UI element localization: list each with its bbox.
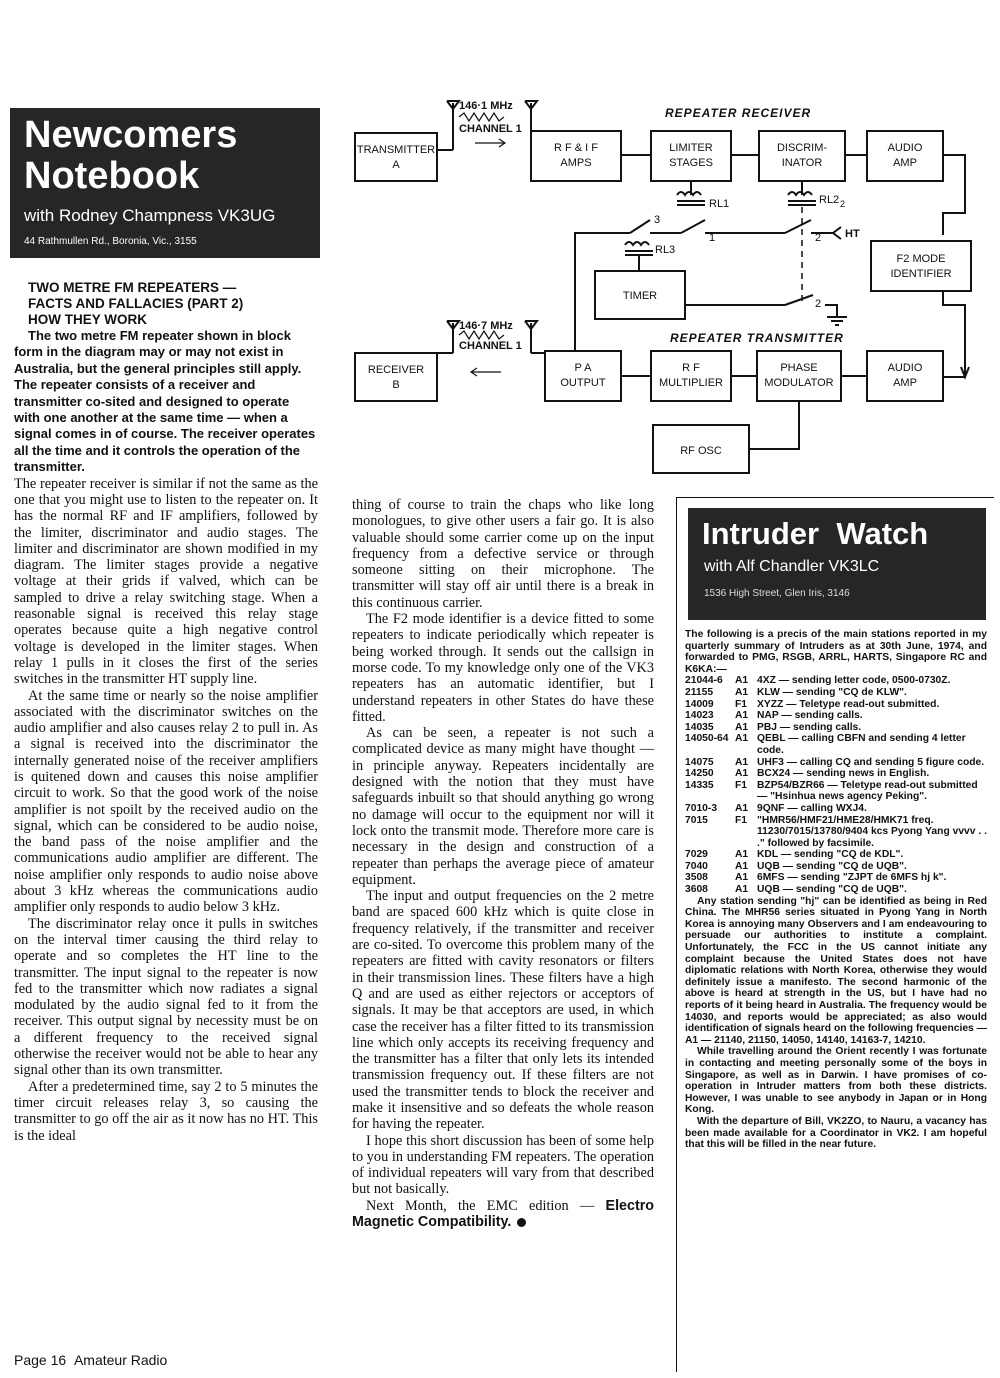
frequency-cell: 14009 bbox=[685, 698, 714, 710]
description-cell: KDL — sending "CQ de KDL". bbox=[757, 849, 904, 861]
text-audio-amp-2: AMP bbox=[893, 157, 917, 169]
heading-line1: TWO METRE FM REPEATERS — bbox=[28, 280, 237, 295]
mode-cell: F1 bbox=[735, 814, 748, 826]
col1-para-3: The discriminator relay once it pulls in switches on the interval timer causing the third relay to operate and so completes the HT line to the transmitter. The input signal to the repeater is now fed to the transmitter which now radiates a signal modulated by the audio signal fed to it from the receiver. This output signal by necessity must be on a different frequency to the received signal otherwise the receiver would not be able to hear any signal other than its own transmitter. bbox=[14, 915, 318, 1079]
rl2-coil bbox=[788, 192, 816, 205]
intruder-row bbox=[685, 687, 987, 699]
text-discrim-1: DISCRIM- bbox=[776, 142, 828, 154]
intruder-intro: The following is a precis of the main stations reported in my quarterly summary of Intruders as at 30th June, 1974, and forwarded to PMG, RSGB, ARRL, HARTS, Singapore RC and K6KA:— bbox=[685, 629, 987, 675]
text-rf-if-1: R F & I F bbox=[554, 142, 598, 154]
intruder-table bbox=[685, 675, 987, 895]
text-phase-2: MODULATOR bbox=[764, 377, 834, 389]
description-cell: UQB — sending "CQ de UQB". bbox=[757, 860, 907, 872]
text-ht: HT bbox=[845, 228, 860, 240]
intruder-frame-left bbox=[676, 497, 677, 1372]
text-audio-amp-1: AUDIO bbox=[887, 142, 923, 154]
frequency-cell: 7029 bbox=[685, 849, 708, 861]
intruder-address: 1536 High Street, Glen Iris, 3146 bbox=[704, 588, 850, 599]
description-cell: UHF3 — calling CQ and sending 5 figure code. bbox=[757, 756, 985, 768]
newcomers-header bbox=[10, 108, 320, 258]
end-bullet-icon bbox=[517, 1218, 526, 1227]
ht-arrow bbox=[833, 227, 841, 239]
text-rfm-1: R F bbox=[682, 362, 700, 374]
text-receiver-b-2: B bbox=[392, 379, 400, 391]
description-cell: UQB — sending "CQ de UQB". bbox=[757, 884, 907, 896]
text-sw3: 3 bbox=[654, 214, 661, 226]
text-sw2: 2 bbox=[815, 232, 822, 244]
mode-cell: A1 bbox=[735, 721, 749, 733]
article-column-1 bbox=[14, 280, 318, 1144]
description-cell: XYZZ — Teletype read-out submitted. bbox=[757, 698, 940, 710]
description-cell: KLW — sending "CQ de KLW". bbox=[757, 686, 907, 698]
antenna-in-left bbox=[447, 101, 459, 150]
col1-para-1: The repeater receiver is similar if not the same as the one that you might use to listen to the repeater on. It has the normal RF and IF amplifiers, followed by the limiter, discriminator and audio stages. The limiter and discriminator are shown modified in my diagram. The limiter stages provide a negative voltage at their grids if valved, which can be sampled to drive a relay switching stage. When a reasonable signal is received this relay stage operates because quite a high negative control voltage is developed in the limiter stages. When relay 1 pulls in it closes the first of the series switches in the transmitter HT supply line. bbox=[14, 475, 318, 688]
intruder-row bbox=[685, 815, 987, 850]
box-audio-amp-tx bbox=[867, 351, 943, 401]
intruder-row bbox=[685, 699, 987, 711]
intruder-byline: with Alf Chandler VK3LC bbox=[704, 558, 880, 575]
magazine-name: Amateur Radio bbox=[73, 1352, 168, 1368]
newcomers-byline: with Rodney Champness VK3UG bbox=[24, 206, 276, 225]
frequency-cell: 14035 bbox=[685, 721, 714, 733]
intruder-row bbox=[685, 803, 987, 815]
antenna-in-right bbox=[525, 101, 537, 135]
text-receiver-b-1: RECEIVER bbox=[367, 364, 425, 376]
box-phase-modulator bbox=[757, 351, 841, 401]
text-f2-1: F2 MODE bbox=[896, 253, 946, 265]
text-rl1: RL1 bbox=[709, 198, 730, 210]
frequency-cell: 14075 bbox=[685, 756, 714, 768]
text-f2-2: IDENTIFIER bbox=[890, 268, 952, 280]
text-pa-2: OUTPUT bbox=[560, 377, 606, 389]
column-divider bbox=[670, 497, 671, 1377]
box-limiter bbox=[651, 131, 731, 181]
frequency-cell: 7040 bbox=[685, 860, 708, 872]
text-timer: TIMER bbox=[622, 290, 658, 302]
text-rf-if-2: AMPS bbox=[560, 157, 592, 169]
ground-wire bbox=[825, 305, 837, 317]
intruder-row bbox=[685, 733, 987, 756]
mode-cell: A1 bbox=[735, 756, 749, 768]
intruder-row bbox=[685, 757, 987, 769]
box-rf-if-amps bbox=[531, 131, 621, 181]
label-repeater-receiver: REPEATER RECEIVER bbox=[665, 106, 812, 120]
description-cell: 9QNF — calling WXJ4. bbox=[757, 802, 867, 814]
intruder-title: Intruder Watch bbox=[702, 516, 929, 551]
box-transmitter-a bbox=[355, 133, 437, 181]
intruder-row bbox=[685, 675, 987, 687]
switch-2b bbox=[785, 295, 813, 305]
mode-cell: A1 bbox=[735, 710, 749, 722]
text-sw1: 1 bbox=[709, 232, 716, 244]
col2-para-3: As can be seen, a repeater is not such a complicated device as many might have thought — in principle anyway. Repeaters incidentally are designed with the notion that they must have safeguards inbuilt so that should anything go wrong no damage will occur to the equipment nor will it lock onto the transmit mode. Therefore more care is necessary in the design and construction of a repeater than perhaps the average piece of amateur equipment. bbox=[352, 725, 654, 888]
mode-cell: A1 bbox=[735, 884, 749, 896]
description-cell: BCX24 — sending news in English. bbox=[757, 768, 930, 780]
frequency-cell: 14250 bbox=[685, 768, 714, 780]
page-number: Page 16 bbox=[14, 1352, 67, 1368]
intruder-row bbox=[685, 722, 987, 734]
mode-cell: A1 bbox=[735, 686, 749, 698]
intruder-body bbox=[685, 629, 987, 1151]
frequency-cell: 7010-3 bbox=[685, 802, 718, 814]
intruder-para-2: While travelling around the Orient recently I was fortunate in contacting and meeting personally some of the boys in Singapore, as well as in Darwin. I have promises of co-operation in Intruder matters from both these districts. However, I was unable to see anybody in Japan or in Hong Kong. bbox=[685, 1046, 987, 1116]
channel-in: CHANNEL 1 bbox=[459, 123, 522, 135]
intruder-row bbox=[685, 849, 987, 861]
frequency-cell: 14335 bbox=[685, 779, 714, 791]
mode-cell: A1 bbox=[735, 802, 749, 814]
text-limiter-1: LIMITER bbox=[669, 142, 713, 154]
description-cell: BZP54/BZR66 — Teletype read-out submitted — "Hsinhua news agency Peking". bbox=[757, 779, 978, 803]
switch-3 bbox=[630, 220, 650, 233]
box-rf-multiplier bbox=[651, 351, 731, 401]
antenna-out-right bbox=[525, 321, 537, 353]
repeater-block-diagram bbox=[345, 95, 995, 490]
col2-para-1: thing of course to train the chaps who like long monologues, to give other users a fair go. It is also valuable should some carrier come up on the input frequency from a defective service or through someone sitting on their microphone. The transmitter will stay off air until there is a break in this continuous carrier. bbox=[352, 497, 654, 611]
text-pa-1: P A bbox=[574, 362, 592, 374]
box-audio-amp-rx bbox=[867, 131, 943, 181]
text-transmitter-a-1: TRANSMITTER bbox=[356, 144, 436, 156]
wire-f2-down bbox=[943, 287, 965, 377]
text-discrim-2: INATOR bbox=[781, 157, 823, 169]
intruder-row bbox=[685, 710, 987, 722]
heading-line2: FACTS AND FALLACIES (PART 2) bbox=[28, 296, 244, 311]
next-month-bold: Electro Magnetic Compatibility. bbox=[352, 1197, 654, 1231]
col2-para-2: The F2 mode identifier is a device fitted to some repeaters to indicate periodically which repeater is being worked through. It sends out the callsign in morse code. To my knowledge only one of the VK3 repeaters has an automatic identifier, but I understand repeaters in other States do have these fitted. bbox=[352, 611, 654, 725]
frequency-cell: 21044-6 bbox=[685, 675, 723, 687]
box-receiver-b bbox=[355, 353, 437, 401]
mode-cell: A1 bbox=[735, 675, 749, 687]
text-rfm-2: MULTIPLIER bbox=[659, 377, 723, 389]
frequency-cell: 14023 bbox=[685, 710, 714, 722]
frequency-cell: 14050-64 bbox=[685, 733, 729, 745]
switch-1 bbox=[681, 220, 705, 233]
text-rl3: RL3 bbox=[655, 244, 676, 256]
intruder-para-1: Any station sending "hj" can be identified as being in Red China. The MHR56 series situated in Pyong Yang in North Korea is annoying many Observers and I am endeavouring to persuade our authorities to institute a complaint. Unfortunately, the FCC in the US cannot initiate any complaint because the United States does not have diplomatic relations with North Korea, otherwise they would definitely issue a manifesto. The second harmonic of the above is heard at strength in the US, but I have had no reports of it being heard in Australia. The frequency would be 14030, and reports would be appreciated; as also would identification of signals heard on the following frequencies — A1 — 21140, 21150, 14050, 14140, 14163-7, 14210. bbox=[685, 895, 987, 1046]
radio-wave-in bbox=[459, 113, 504, 121]
text-sw2b: 2 bbox=[815, 298, 822, 310]
intruder-header bbox=[688, 508, 986, 620]
box-discriminator bbox=[759, 131, 845, 181]
article-lead: The two metre FM repeater shown in block form in the diagram may or may not exist in Australia, but the general principles still apply. The repeater consists of a receiver and transmitter co-sited and designed to operate with one another at the same time — when a signal comes in of course. The receiver operates all the time and it controls the operation of the transmitter. bbox=[14, 328, 316, 475]
article-column-2 bbox=[352, 497, 654, 1230]
newcomers-title-line2: Notebook bbox=[24, 155, 200, 197]
frequency-cell: 21155 bbox=[685, 686, 714, 698]
description-cell: "HMR56/HMF21/HME28/HMK71 freq. 11230/7015/13780/9404 kcs Pyong Yang vvvv . . ." followed by facsimile. bbox=[757, 814, 987, 849]
intruder-row bbox=[685, 768, 987, 780]
frequency-cell: 7015 bbox=[685, 814, 708, 826]
text-rf-osc: RF OSC bbox=[680, 445, 722, 457]
frequency-cell: 3508 bbox=[685, 872, 708, 884]
wire-osc-link bbox=[749, 427, 799, 449]
mode-cell: F1 bbox=[735, 779, 748, 791]
col2-para-5: I hope this short discussion has been of some help to you in understanding FM repeaters. The operation of individual repeaters will vary from that described but not basically. bbox=[352, 1132, 654, 1198]
page-footer bbox=[14, 1352, 167, 1368]
description-cell: QEBL — calling CBFN and sending 4 letter code. bbox=[757, 733, 966, 756]
mode-cell: A1 bbox=[735, 860, 749, 872]
radio-wave-out bbox=[459, 331, 504, 339]
frequency-cell: 3608 bbox=[685, 884, 708, 896]
col2-para-4: The input and output frequencies on the 2 metre band are spaced 600 kHz which is quite close in frequency relatively, if the transmitter and receiver are co-sited. To overcome this problem many of the repeaters are fitted with cavity resonators or filters in their transmission lines. These filters have a high Q and are used as either rejectors or acceptors of signals. It may be that acceptors are used, in which case the receiver has a filter fitted to its transmission line which only accepts its receiving frequency and the transmitter has a filter that only lets its intended transmission frequency out. If these filters are not used the transmitter tends to block the receiver and make it insensitive and so defeats the whole reason for having the repeater. bbox=[352, 888, 654, 1133]
text-phase-1: PHASE bbox=[780, 362, 818, 374]
description-cell: NAP — sending calls. bbox=[757, 710, 863, 722]
freq-in: 146·1 MHz bbox=[459, 100, 513, 112]
wire-audio-right bbox=[943, 155, 965, 235]
col1-para-4: After a predetermined time, say 2 to 5 minutes the timer circuit releases relay 3, so causing the transmitter to go off the air as it now has no HT. This is the ideal bbox=[14, 1078, 318, 1144]
intruder-para-3: With the departure of Bill, VK2ZO, to Nauru, a vacancy has been made available for a Coordinator in VK2. I am hopeful that this will be filled in the near future. bbox=[685, 1115, 987, 1151]
intruder-row bbox=[685, 780, 987, 803]
col1-para-2: At the same time or nearly so the noise amplifier associated with the discriminator switches on the audio amplifier and also causes relay 2 to pull in. As a signal is received into the discriminator the internally generated noise of the receiver amplifiers is quitened down and causes this noise amplifier circuit to work. So that the good work of the noise amplifier is not spoilt by the received audio on the signal, which can be considered to be audio noise, the band pass of the noise amplifier and the communications audio amplifier are different. The noise amplifier only responds to audio noise above about 3 kHz whereas the communications audio amplifier only responds to audio below 3 kHz. bbox=[14, 687, 318, 916]
intruder-frame-line bbox=[676, 497, 994, 498]
description-cell: PBJ — sending calls. bbox=[757, 721, 862, 733]
description-cell: 4XZ — sending letter code, 0500-0730Z. bbox=[757, 675, 951, 687]
intruder-row bbox=[685, 861, 987, 873]
next-month-text: Next Month, the EMC edition — bbox=[366, 1197, 606, 1214]
intruder-row bbox=[685, 884, 987, 896]
mode-cell: A1 bbox=[735, 872, 749, 884]
text-rl2-sub: 2 bbox=[840, 199, 846, 209]
antenna-out-left bbox=[447, 321, 459, 353]
label-repeater-transmitter: REPEATER TRANSMITTER bbox=[670, 331, 844, 345]
box-f2-identifier bbox=[871, 241, 971, 291]
rl3-coil bbox=[625, 242, 653, 255]
channel-out: CHANNEL 1 bbox=[459, 340, 522, 352]
mode-cell: A1 bbox=[735, 768, 749, 780]
description-cell: 6MFS — sending "ZJPT de 6MFS hj k". bbox=[757, 872, 947, 884]
box-pa-output bbox=[545, 351, 621, 401]
freq-out: 146·7 MHz bbox=[459, 320, 513, 332]
mode-cell: F1 bbox=[735, 698, 748, 710]
switch-2 bbox=[785, 220, 811, 233]
intruder-row bbox=[685, 872, 987, 884]
text-audio-amp2-1: AUDIO bbox=[887, 362, 923, 374]
newcomers-address: 44 Rathmullen Rd., Boronia, Vic., 3155 bbox=[24, 236, 197, 247]
heading-line3: HOW THEY WORK bbox=[28, 312, 147, 327]
text-audio-amp2-2: AMP bbox=[893, 377, 917, 389]
text-transmitter-a-2: A bbox=[392, 159, 400, 171]
rl1-coil bbox=[677, 192, 705, 205]
text-rl2: RL2 bbox=[819, 194, 840, 206]
text-limiter-2: STAGES bbox=[669, 157, 713, 169]
next-month bbox=[352, 1198, 654, 1231]
mode-cell: A1 bbox=[735, 733, 749, 745]
mode-cell: A1 bbox=[735, 849, 749, 861]
newcomers-title-line1: Newcomers bbox=[24, 114, 238, 156]
